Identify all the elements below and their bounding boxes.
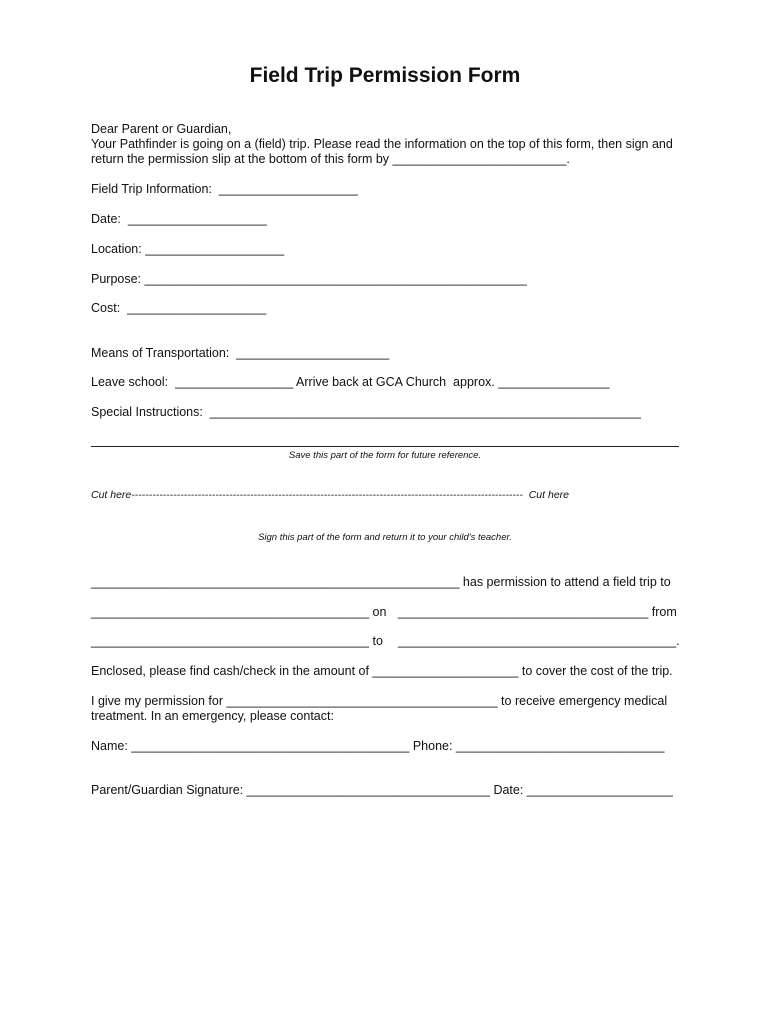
guardian-signature-field: Parent/Guardian Signature: ___________________________________ Date: _____________________: [91, 783, 673, 797]
save-note: Save this part of the form for future reference.: [288, 450, 482, 461]
page-title: Field Trip Permission Form: [249, 64, 521, 87]
intro-line-2: return the permission slip at the bottom of this form by _________________________.: [91, 152, 570, 166]
sign-note: Sign this part of the form and return it to your child's teacher.: [258, 532, 512, 543]
cut-line: Cut here---------------------------------------------------------------------------------------------------------------- Cut here: [91, 489, 569, 501]
slip-date-line-left: ________________________________________ on: [91, 605, 390, 619]
slip-time-line-right: ________________________________________.: [398, 634, 680, 648]
location-field: Location: ____________________: [91, 242, 285, 256]
section-divider: [91, 446, 679, 447]
special-instructions-field: Special Instructions: ______________________________________________________________: [91, 405, 641, 419]
date-field: Date: ____________________: [91, 212, 267, 226]
transportation-field: Means of Transportation: ______________________: [91, 346, 390, 360]
slip-permission-line: _____________________________________________________ has permission to attend a field trip to: [91, 575, 671, 589]
leave-school-field: Leave school: _________________ Arrive back at GCA Church approx. ________________: [91, 375, 610, 389]
intro-line-1: Your Pathfinder is going on a (field) trip. Please read the information on the top of this form, then sign and: [91, 137, 673, 151]
enclosed-amount-line: Enclosed, please find cash/check in the amount of _____________________ to cover the cost of the trip.: [91, 664, 673, 678]
field-trip-information-field: Field Trip Information: ____________________: [91, 182, 358, 196]
emergency-permission-line-2: treatment. In an emergency, please contact:: [91, 709, 334, 723]
contact-name-phone-field: Name: ________________________________________ Phone: ______________________________: [91, 739, 665, 753]
purpose-field: Purpose: _______________________________________________________: [91, 272, 527, 286]
cost-field: Cost: ____________________: [91, 301, 267, 315]
greeting: Dear Parent or Guardian,: [91, 122, 232, 136]
emergency-permission-line-1: I give my permission for _______________________________________ to receive emergency medical: [91, 694, 668, 708]
slip-date-line-right: ____________________________________ from: [398, 605, 677, 619]
slip-time-line-left: ________________________________________ to: [91, 634, 387, 648]
